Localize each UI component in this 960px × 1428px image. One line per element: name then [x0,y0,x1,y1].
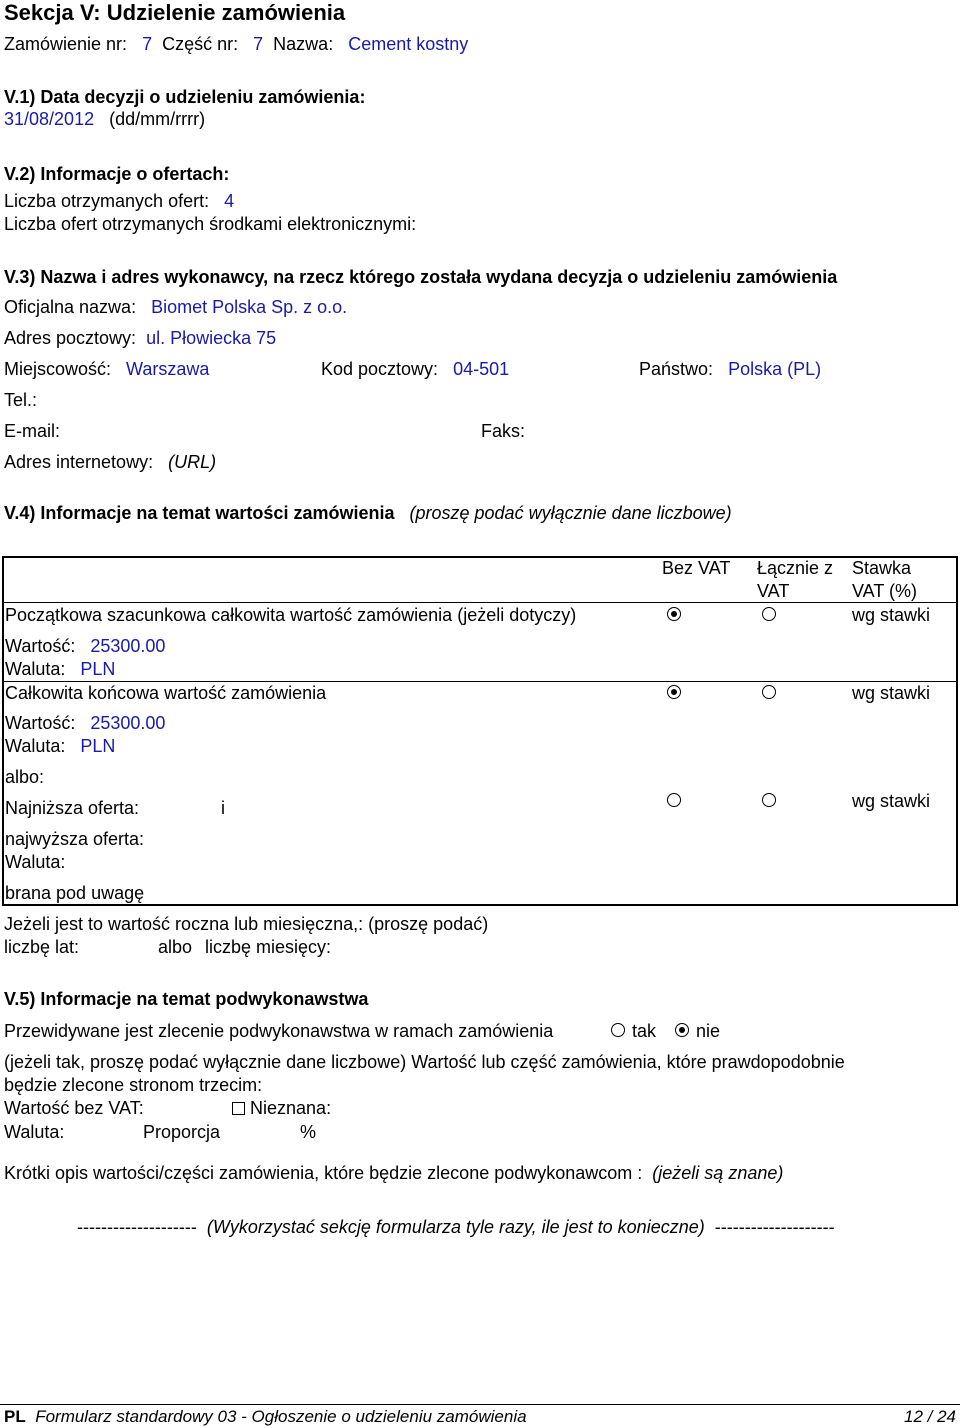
address-line [4,327,276,349]
subcontract-yes-label: tak [632,1021,657,1041]
annual-note: Jeżeli jest to wartość roczna lub miesięczna,: (proszę podać) [4,914,489,934]
repeat-dashes-right: -------------------- [714,1217,835,1237]
v3-heading: V.3) Nazwa i adres wykonawcy, na rzecz którego została wydana decyzja o udzieleniu zamówienia [4,267,838,287]
repeat-text: (Wykorzystać sekcję formularza tyle razy, ile jest to konieczne) [206,1217,705,1237]
unknown-label: Nieznana: [250,1098,332,1118]
table-divider-1 [2,602,958,603]
row2-label: Całkowita końcowa wartość zamówienia [5,683,327,703]
part-no-label: Część nr: [162,34,239,54]
city-label: Miejscowość: [4,359,112,379]
country-line [639,358,821,380]
row1-value-line [5,635,165,657]
row3-lacznie-vat-radio[interactable] [762,793,776,807]
date-format: (dd/mm/rrrr) [109,109,206,129]
v5-heading: V.5) Informacje na temat podwykonawstwa [4,989,369,1009]
v1-heading: V.1) Data decyzji o udzieleniu zamówienia: [4,87,366,107]
row2-rate: wg stawki [852,683,931,703]
row3-rate: wg stawki [852,791,931,811]
albo-label: albo: [5,767,45,787]
official-name-value: Biomet Polska Sp. z o.o. [151,297,348,317]
decision-date-line [4,108,205,130]
footer-left [4,1406,527,1428]
description-hint: (jeżeli są znane) [652,1163,784,1183]
row3-bez-vat-radio[interactable] [667,793,681,807]
row1-value: 25300.00 [90,636,166,656]
if-yes-line-2: będzie zlecone stronom trzecim: [4,1075,263,1095]
if-yes-line-1: (jeżeli tak, proszę podać wyłącznie dane liczbowe) Wartość lub część zamówienia, które prawdopodobnie [4,1052,845,1072]
highest-offer-label: najwyższa oferta: [5,829,145,849]
row2-bez-vat-radio[interactable] [667,685,681,699]
footer-form-name: Formularz standardowy 03 - Ogłoszenie o udzieleniu zamówienia [35,1407,527,1426]
section-title: Sekcja V: Udzielenie zamówienia [4,0,346,25]
address-label: Adres pocztowy: [4,328,137,348]
postal-line [321,358,509,380]
v2-heading: V.2) Informacje o ofertach: [4,164,230,184]
postal-value: 04-501 [453,359,510,379]
or-label: albo [158,937,193,957]
subcontract-currency-label: Waluta: [4,1122,65,1142]
row1-lacznie-vat-radio[interactable] [762,607,776,621]
subcontract-yes-radio[interactable] [611,1023,625,1037]
col-header-lacznie-2: VAT [757,581,790,601]
subcontract-question: Przewidywane jest zlecenie podwykonawstwa w ramach zamówienia [4,1021,554,1041]
part-no-value: 7 [253,34,264,54]
v4-heading-hint: (proszę podać wyłącznie dane liczbowe) [409,503,732,523]
row1-currency: PLN [80,659,116,679]
row2-lacznie-vat-radio[interactable] [762,685,776,699]
unknown-line [232,1097,331,1119]
fax-label: Faks: [481,421,526,441]
v4-heading-line [4,502,732,524]
percent-label: % [300,1122,317,1142]
address-value: ul. Płowiecka 75 [146,328,277,348]
order-no-value: 7 [142,34,153,54]
unknown-checkbox[interactable] [232,1102,245,1115]
name-label: Nazwa: [273,34,334,54]
row2-currency-label: Waluta: [5,736,66,756]
and-label: i [221,798,225,818]
years-label: liczbę lat: [4,937,80,957]
col-header-stawka-1: Stawka [852,558,912,578]
country-value: Polska (PL) [728,359,822,379]
www-line [4,451,216,473]
row1-bez-vat-radio[interactable] [667,607,681,621]
footer-rule [0,1404,960,1405]
decision-date: 31/08/2012 [4,109,95,129]
email-label: E-mail: [4,421,61,441]
col-header-lacznie-1: Łącznie z [757,558,834,578]
row1-currency-label: Waluta: [5,659,66,679]
row1-value-label: Wartość: [5,636,76,656]
offers-line [4,190,234,212]
repeat-note [77,1216,835,1238]
tel-label: Tel.: [4,390,38,410]
name-value: Cement kostny [348,34,469,54]
footer-page: 12 / 24 [904,1407,956,1426]
order-line [4,33,468,55]
v4-heading: V.4) Informacje na temat wartości zamówienia [4,503,395,523]
offers-label: Liczba otrzymanych ofert: [4,191,210,211]
country-label: Państwo: [639,359,714,379]
row1-currency-line [5,658,115,680]
col-header-stawka-2: VAT (%) [852,581,918,601]
offers-count: 4 [224,191,235,211]
city-value: Warszawa [126,359,210,379]
order-no-label: Zamówienie nr: [4,34,128,54]
subcontract-no-label: nie [696,1021,721,1041]
electronic-offers-label: Liczba ofert otrzymanych środkami elektronicznymi: [4,214,417,234]
months-label: liczbę miesięcy: [205,937,332,957]
row2-value-line [5,712,165,734]
repeat-dashes-left: -------------------- [77,1217,197,1237]
description-line [4,1162,783,1184]
subcontract-value-label: Wartość bez VAT: [4,1098,144,1118]
www-label: Adres internetowy: [4,452,154,472]
considered-label: brana pod uwagę [5,883,145,903]
row2-value: 25300.00 [90,713,166,733]
row1-rate: wg stawki [852,605,931,625]
city-line [4,358,209,380]
row1-label: Początkowa szacunkowa całkowita wartość zamówienia (jeżeli dotyczy) [5,605,577,625]
row2-currency-line [5,735,115,757]
official-name-label: Oficjalna nazwa: [4,297,137,317]
subcontract-no-radio[interactable] [675,1023,689,1037]
proportion-label: Proporcja [143,1122,221,1142]
row2-currency: PLN [80,736,116,756]
col-header-bez-vat: Bez VAT [662,558,731,578]
lowest-offer-label: Najniższa oferta: [5,798,140,818]
row3-currency-label: Waluta: [5,852,66,872]
official-name-line [4,296,347,318]
row2-value-label: Wartość: [5,713,76,733]
description-label: Krótki opis wartości/części zamówienia, które będzie zlecone podwykonawcom : [4,1163,643,1183]
postal-label: Kod pocztowy: [321,359,439,379]
footer-lang: PL [4,1407,26,1426]
www-hint: (URL) [168,452,217,472]
